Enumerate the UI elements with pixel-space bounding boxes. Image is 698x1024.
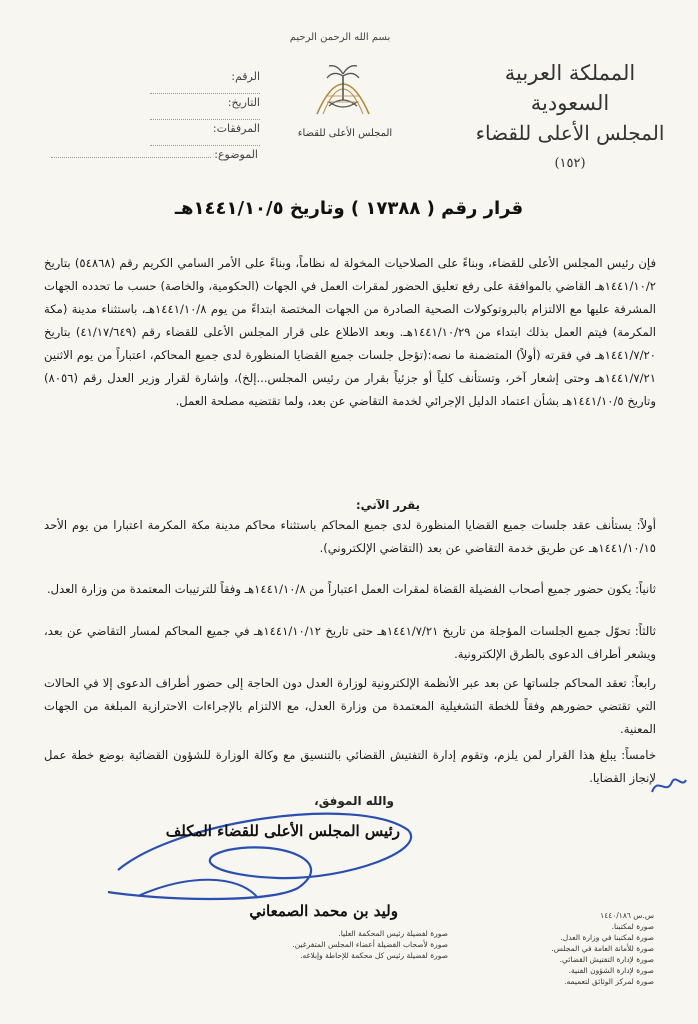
cc-list-left bbox=[258, 928, 448, 961]
intro-paragraph: فإن رئيس المجلس الأعلى للقضاء، وبناءً على الصلاحيات المخولة له نظاماً، وبناءً على الأمر السامي الكريم رقم (٥٤٨٦٨) بتاريخ ١٤٤١/١٠/٢هـ القاضي بالموافقة على رفع تعليق الحضور لمقرات العمل في الجهات (الحكومية، والخاصة) حسب ما تحدده الجهات المشرفة عليها مع الالتزام بالبروتوكولات الصحية الصادرة من الجهات المختصة ابتداءً من يوم ١٤٤١/١٠/٨هـ، باستثناء مدينة (مكة المكرمة) فيتم العمل بذلك ابتداء من ١٤٤١/١٠/٢٩هـ. وبعد الاطلاع على قرار المجلس الأعلى للقضاء رقم (٤١/١٧/٦٤٩) بتاريخ ١٤٤١/٧/٢٠هـ في فقرته (أولاً) المتضمنة ما نصه:(تؤجل جلسات جميع القضايا المنظورة لدى جميع المحاكم، اعتباراً من يوم الاثنين ١٤٤١/٧/٢١هـ وحتى إشعار آخر، وتستأنف كلياً أو جزئياً بقرار من رئيس المجلس...إلخ)، وإشارة لقرار وزير العدل رقم (٨٠٥٦) وتاريخ ١٤٤١/١٠/٥هـ بشأن اعتماد الدليل الإجرائي لخدمة التقاضي عن بعد، ولما تقتضيه مصلحة العمل. bbox=[44, 256, 656, 408]
cc-item: صورة لفضيلة رئيس المحكمة العليا. bbox=[338, 929, 448, 938]
subject-label: الموضوع bbox=[217, 148, 258, 161]
cc-item: صورة لفضيلة رئيس كل محكمة للإحاطة وإبلاغه. bbox=[300, 951, 448, 960]
cc-item: صورة لمكتبنا في وزارة العدل. bbox=[560, 933, 654, 942]
document-meta: الرقم: التاريخ: المرفقات: bbox=[140, 70, 260, 148]
closing-phrase: والله الموفق، bbox=[314, 794, 394, 808]
cc-list-right bbox=[524, 910, 654, 987]
cc-item: صورة لمكتبنا. bbox=[611, 922, 654, 931]
signatory-name: وليد بن محمد الصمعاني bbox=[249, 902, 398, 920]
attachments-label: المرفقات bbox=[216, 122, 260, 135]
cc-item: صورة للأمانة العامة في المجلس. bbox=[551, 944, 654, 953]
decision-item-2: ثانياً: يكون حضور جميع أصحاب الفضيلة القضاة لمقرات العمل اعتباراً من ١٤٤١/١٠/٨هـ وفقاً للترتيبات المعتمدة من وزارة العدل. bbox=[46, 582, 656, 596]
emblem-caption: المجلس الأعلى للقضاء bbox=[297, 128, 393, 139]
margin-initial-mark-icon bbox=[648, 770, 688, 800]
decision-item-1: أولاً: يستأنف عقد جلسات جميع القضايا المنظورة لدى جميع المحاكم باستثناء محاكم مدينة مكة المكرمة اعتبارا من يوم الأحد ١٤٤١/١٠/١٥هـ عن طريق خدمة التقاضي عن بعد (التقاضي الإلكتروني). bbox=[44, 518, 656, 555]
decision-item-5: خامساً: يبلغ هذا القرار لمن يلزم، وتقوم إدارة التفتيش القضائي بالتنسيق مع وكالة الوزارة للشؤون القضائية بوضع خطة عمل لإنجاز القضايا. bbox=[44, 748, 656, 785]
org-line-council: المجلس الأعلى للقضاء bbox=[475, 121, 665, 145]
cc-item: صورة لأصحاب الفضيلة أعضاء المجلس المتفرغين. bbox=[292, 940, 448, 949]
handwritten-signature-icon bbox=[98, 800, 428, 910]
cc-item: صورة لإدارة الشؤون الفنية. bbox=[568, 966, 654, 975]
decision-title: قرار رقم ( ١٧٣٨٨ ) وتاريخ ١٤٤١/١٠/٥هـ bbox=[174, 198, 524, 219]
org-line-country: المملكة العربية السعودية bbox=[504, 61, 636, 115]
decision-item-3: ثالثاً: تحوّل جميع الجلسات المؤجلة من تاريخ ١٤٤١/٧/٢١هـ حتى تاريخ ١٤٤١/١٠/١٢هـ في جميع المحاكم لمسار التقاضي عن بعد، ويشعر أطراف الدعوى بالطرق الإلكترونية. bbox=[44, 624, 656, 661]
org-code: (١٥٢) bbox=[554, 156, 586, 171]
cc-ref-number: س.س ١٤٤٠/١٨٦ bbox=[600, 911, 654, 920]
signatory-title: رئيس المجلس الأعلى للقضاء المكلف bbox=[165, 822, 400, 840]
number-label: الرقم bbox=[234, 70, 260, 83]
resolves-label: يقرر الآتي: bbox=[356, 498, 420, 512]
decision-item-4: رابعاً: تعقد المحاكم جلساتها عن بعد عبر الأنظمة الإلكترونية لوزارة العدل دون الحاجة إلى حضور أطراف الدعوى إلا في الحالات التي تقتضي حضورهم وفقاً للخطة التشغيلية المعتمدة من وزارة العدل، مع الالتزام بالإجراءات الاحترازية المبلغة من الجهات المعنية. bbox=[44, 676, 656, 736]
cc-item: صورة لإدارة التفتيش القضائي. bbox=[559, 955, 654, 964]
date-label: التاريخ bbox=[231, 96, 260, 109]
subject-line: الموضوع: bbox=[46, 147, 258, 161]
cc-item: صورة لمركز الوثائق لتعميمه. bbox=[564, 977, 654, 986]
organization-header bbox=[470, 58, 670, 171]
palm-swords-emblem-icon bbox=[303, 58, 383, 118]
basmala: بسم الله الرحمن الرحيم bbox=[289, 32, 391, 43]
